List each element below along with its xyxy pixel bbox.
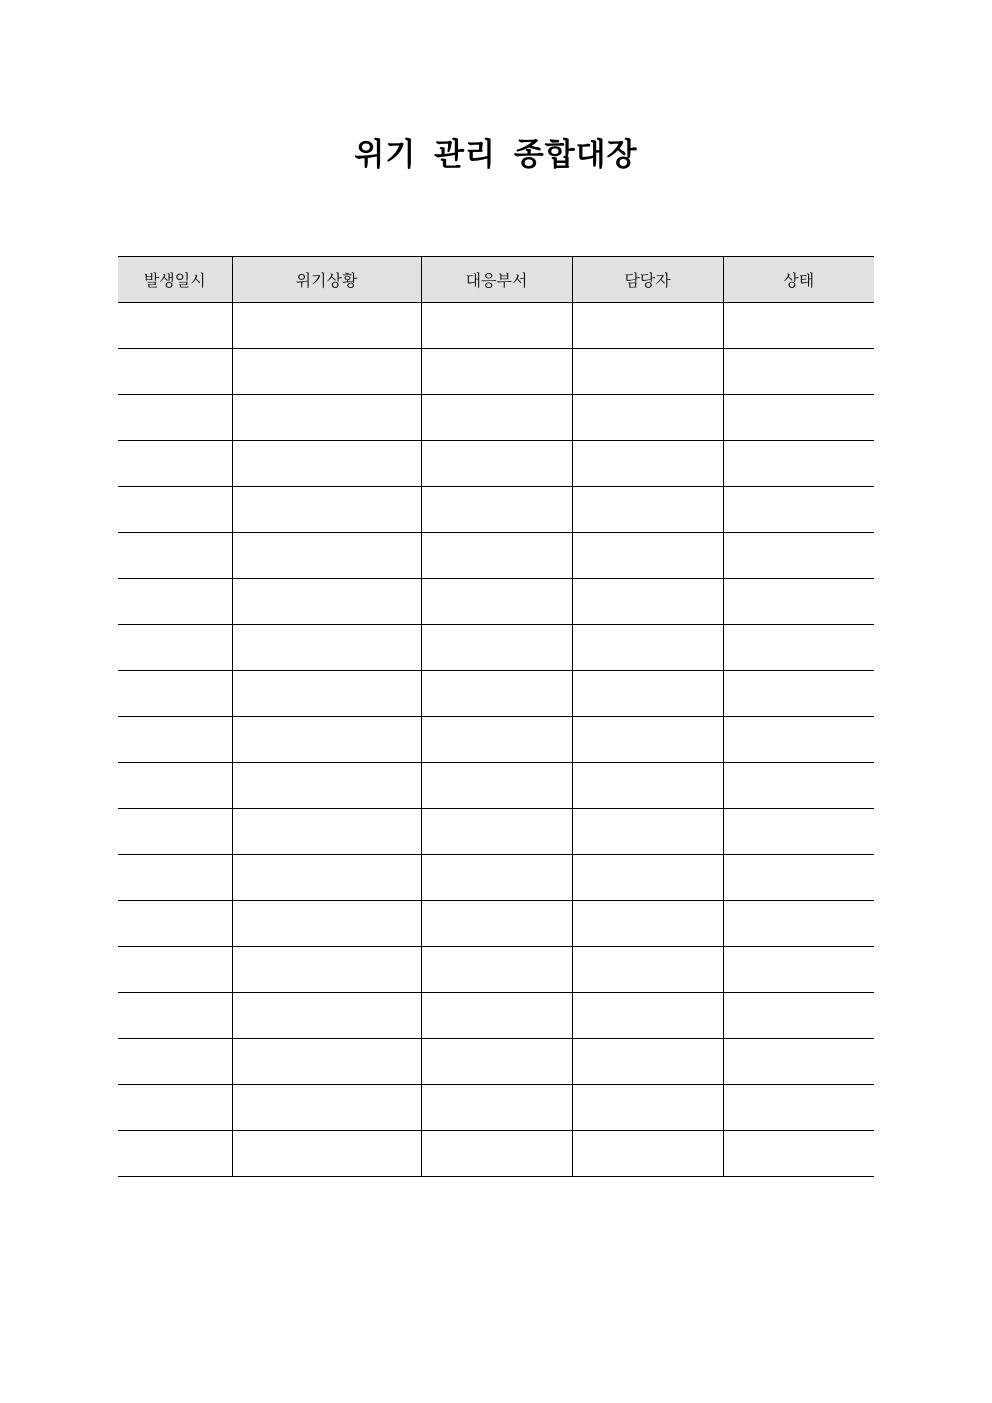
cell-person-in-charge[interactable] bbox=[572, 901, 723, 947]
cell-crisis-situation[interactable] bbox=[232, 717, 421, 763]
cell-occurrence-datetime[interactable] bbox=[118, 947, 232, 993]
cell-status[interactable] bbox=[723, 993, 874, 1039]
cell-response-department[interactable] bbox=[421, 1131, 572, 1177]
cell-response-department[interactable] bbox=[421, 717, 572, 763]
table-row bbox=[118, 395, 874, 441]
header-occurrence-datetime: 발생일시 bbox=[118, 257, 232, 303]
cell-status[interactable] bbox=[723, 809, 874, 855]
cell-person-in-charge[interactable] bbox=[572, 441, 723, 487]
cell-occurrence-datetime[interactable] bbox=[118, 349, 232, 395]
cell-status[interactable] bbox=[723, 671, 874, 717]
table-row bbox=[118, 349, 874, 395]
cell-person-in-charge[interactable] bbox=[572, 533, 723, 579]
cell-occurrence-datetime[interactable] bbox=[118, 993, 232, 1039]
cell-person-in-charge[interactable] bbox=[572, 395, 723, 441]
table-row bbox=[118, 579, 874, 625]
table-row bbox=[118, 763, 874, 809]
cell-person-in-charge[interactable] bbox=[572, 625, 723, 671]
cell-person-in-charge[interactable] bbox=[572, 349, 723, 395]
cell-response-department[interactable] bbox=[421, 1039, 572, 1085]
cell-crisis-situation[interactable] bbox=[232, 855, 421, 901]
header-person-in-charge: 담당자 bbox=[572, 257, 723, 303]
cell-occurrence-datetime[interactable] bbox=[118, 487, 232, 533]
table-row bbox=[118, 533, 874, 579]
cell-response-department[interactable] bbox=[421, 993, 572, 1039]
cell-status[interactable] bbox=[723, 441, 874, 487]
cell-status[interactable] bbox=[723, 303, 874, 349]
table-row bbox=[118, 1085, 874, 1131]
cell-response-department[interactable] bbox=[421, 487, 572, 533]
cell-crisis-situation[interactable] bbox=[232, 1131, 421, 1177]
cell-response-department[interactable] bbox=[421, 901, 572, 947]
cell-crisis-situation[interactable] bbox=[232, 947, 421, 993]
cell-occurrence-datetime[interactable] bbox=[118, 1131, 232, 1177]
cell-crisis-situation[interactable] bbox=[232, 579, 421, 625]
cell-person-in-charge[interactable] bbox=[572, 303, 723, 349]
cell-occurrence-datetime[interactable] bbox=[118, 303, 232, 349]
cell-status[interactable] bbox=[723, 717, 874, 763]
cell-status[interactable] bbox=[723, 1039, 874, 1085]
cell-status[interactable] bbox=[723, 395, 874, 441]
cell-status[interactable] bbox=[723, 579, 874, 625]
cell-status[interactable] bbox=[723, 533, 874, 579]
table-row bbox=[118, 303, 874, 349]
table-body bbox=[118, 303, 874, 1177]
cell-crisis-situation[interactable] bbox=[232, 625, 421, 671]
cell-crisis-situation[interactable] bbox=[232, 1085, 421, 1131]
cell-person-in-charge[interactable] bbox=[572, 993, 723, 1039]
cell-person-in-charge[interactable] bbox=[572, 947, 723, 993]
cell-occurrence-datetime[interactable] bbox=[118, 579, 232, 625]
cell-occurrence-datetime[interactable] bbox=[118, 1085, 232, 1131]
crisis-ledger-table bbox=[118, 256, 874, 1177]
table-row bbox=[118, 625, 874, 671]
cell-occurrence-datetime[interactable] bbox=[118, 763, 232, 809]
cell-response-department[interactable] bbox=[421, 625, 572, 671]
cell-occurrence-datetime[interactable] bbox=[118, 1039, 232, 1085]
header-crisis-situation: 위기상황 bbox=[232, 257, 421, 303]
cell-crisis-situation[interactable] bbox=[232, 441, 421, 487]
cell-status[interactable] bbox=[723, 625, 874, 671]
cell-status[interactable] bbox=[723, 487, 874, 533]
cell-crisis-situation[interactable] bbox=[232, 809, 421, 855]
table-row bbox=[118, 441, 874, 487]
cell-person-in-charge[interactable] bbox=[572, 1039, 723, 1085]
table-row bbox=[118, 671, 874, 717]
table-header-row bbox=[118, 257, 874, 303]
cell-person-in-charge[interactable] bbox=[572, 855, 723, 901]
cell-crisis-situation[interactable] bbox=[232, 349, 421, 395]
cell-crisis-situation[interactable] bbox=[232, 671, 421, 717]
cell-response-department[interactable] bbox=[421, 763, 572, 809]
cell-person-in-charge[interactable] bbox=[572, 671, 723, 717]
cell-status[interactable] bbox=[723, 947, 874, 993]
cell-response-department[interactable] bbox=[421, 533, 572, 579]
cell-status[interactable] bbox=[723, 1085, 874, 1131]
header-status: 상태 bbox=[723, 257, 874, 303]
cell-occurrence-datetime[interactable] bbox=[118, 625, 232, 671]
cell-crisis-situation[interactable] bbox=[232, 487, 421, 533]
cell-crisis-situation[interactable] bbox=[232, 763, 421, 809]
cell-response-department[interactable] bbox=[421, 855, 572, 901]
cell-response-department[interactable] bbox=[421, 947, 572, 993]
cell-person-in-charge[interactable] bbox=[572, 763, 723, 809]
table-row bbox=[118, 993, 874, 1039]
table-row bbox=[118, 855, 874, 901]
cell-response-department[interactable] bbox=[421, 671, 572, 717]
cell-crisis-situation[interactable] bbox=[232, 1039, 421, 1085]
cell-response-department[interactable] bbox=[421, 441, 572, 487]
cell-crisis-situation[interactable] bbox=[232, 395, 421, 441]
cell-crisis-situation[interactable] bbox=[232, 993, 421, 1039]
cell-person-in-charge[interactable] bbox=[572, 1085, 723, 1131]
cell-crisis-situation[interactable] bbox=[232, 533, 421, 579]
header-response-department: 대응부서 bbox=[421, 257, 572, 303]
cell-response-department[interactable] bbox=[421, 1085, 572, 1131]
cell-person-in-charge[interactable] bbox=[572, 809, 723, 855]
cell-occurrence-datetime[interactable] bbox=[118, 395, 232, 441]
cell-occurrence-datetime[interactable] bbox=[118, 901, 232, 947]
table-row bbox=[118, 901, 874, 947]
cell-occurrence-datetime[interactable] bbox=[118, 671, 232, 717]
cell-status[interactable] bbox=[723, 901, 874, 947]
cell-person-in-charge[interactable] bbox=[572, 1131, 723, 1177]
cell-crisis-situation[interactable] bbox=[232, 901, 421, 947]
cell-status[interactable] bbox=[723, 763, 874, 809]
cell-occurrence-datetime[interactable] bbox=[118, 855, 232, 901]
cell-response-department[interactable] bbox=[421, 809, 572, 855]
table-row bbox=[118, 1131, 874, 1177]
table-row bbox=[118, 947, 874, 993]
cell-response-department[interactable] bbox=[421, 349, 572, 395]
cell-response-department[interactable] bbox=[421, 579, 572, 625]
cell-person-in-charge[interactable] bbox=[572, 487, 723, 533]
table-row bbox=[118, 487, 874, 533]
table-row bbox=[118, 1039, 874, 1085]
cell-status[interactable] bbox=[723, 349, 874, 395]
cell-person-in-charge[interactable] bbox=[572, 717, 723, 763]
page-title: 위기 관리 종합대장 bbox=[354, 137, 638, 173]
cell-occurrence-datetime[interactable] bbox=[118, 533, 232, 579]
cell-status[interactable] bbox=[723, 1131, 874, 1177]
cell-response-department[interactable] bbox=[421, 303, 572, 349]
cell-occurrence-datetime[interactable] bbox=[118, 717, 232, 763]
table-row bbox=[118, 809, 874, 855]
cell-response-department[interactable] bbox=[421, 395, 572, 441]
table-row bbox=[118, 717, 874, 763]
cell-status[interactable] bbox=[723, 855, 874, 901]
cell-occurrence-datetime[interactable] bbox=[118, 441, 232, 487]
cell-person-in-charge[interactable] bbox=[572, 579, 723, 625]
cell-crisis-situation[interactable] bbox=[232, 303, 421, 349]
cell-occurrence-datetime[interactable] bbox=[118, 809, 232, 855]
